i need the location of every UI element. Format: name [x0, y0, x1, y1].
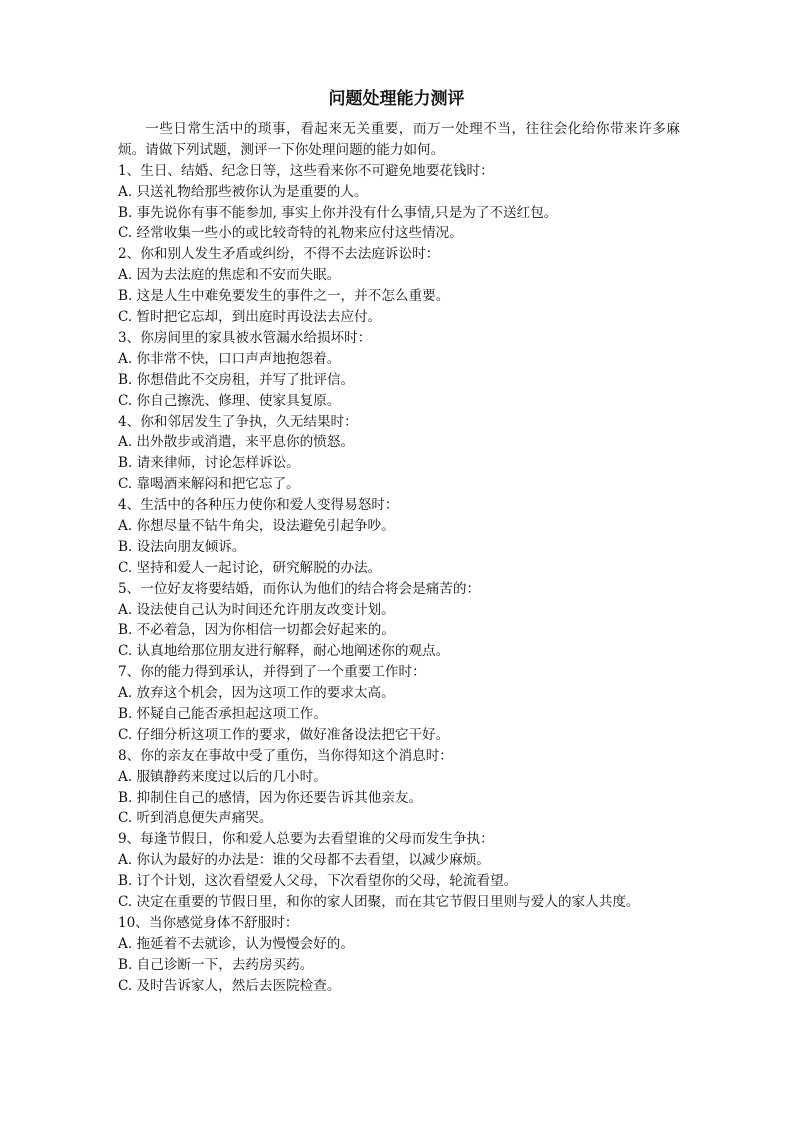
question-3 [118, 328, 680, 412]
option-a: A. 设法使自己认为时间还允许朋友改变计划。 [118, 601, 395, 618]
document-title: 问题处理能力测评 [328, 89, 465, 109]
question-7 [118, 662, 680, 746]
option-b: B. 这是人生中难免要发生的事件之一，并不怎么重要。 [118, 288, 450, 305]
option-b: B. 不必着急，因为你相信一切都会好起来的。 [118, 622, 395, 639]
question-stem: 4、生活中的各种压力使你和爱人变得易怒时： [118, 497, 399, 514]
question-stem: 3、你房间里的家具被水管漏水给损坏时： [118, 329, 372, 346]
option-c: C. 听到消息便失声痛哭。 [118, 810, 273, 827]
option-a: A. 拖延着不去就诊，认为慢慢会好的。 [118, 935, 354, 952]
option-b: B. 抑制住自己的感情，因为你还要告诉其他亲友。 [118, 789, 423, 806]
option-c: C. 决定在重要的节假日里，和你的家人团聚，而在其它节假日里则与爱人的家人共度。 [118, 893, 640, 910]
option-c: C. 认真地给那位朋友进行解释，耐心地阐述你的观点。 [118, 643, 450, 660]
question-10 [118, 913, 680, 997]
option-c: C. 靠喝酒来解闷和把它忘了。 [118, 476, 300, 493]
question-stem: 8、你的亲友在事故中受了重伤，当你得知这个消息时： [118, 747, 453, 764]
option-b: B. 订个计划，这次看望爱人父母，下次看望你的父母，轮流看望。 [118, 873, 518, 890]
question-6 [118, 579, 680, 663]
question-8 [118, 746, 680, 830]
question-stem: 7、你的能力得到承认，并得到了一个重要工作时： [118, 664, 426, 681]
question-stem: 9、每逢节假日，你和爱人总要为去看望谁的父母而发生争执： [118, 831, 494, 848]
option-a: A. 只送礼物给那些被你认为是重要的人。 [118, 183, 368, 200]
option-c: C. 仔细分析这项工作的要求，做好准备设法把它干好。 [118, 726, 450, 743]
question-9 [118, 829, 680, 913]
option-a: A. 你想尽量不钻牛角尖，设法避免引起争吵。 [118, 517, 395, 534]
question-stem: 2、你和别人发生矛盾或纠纷，不得不去法庭诉讼时： [118, 246, 440, 263]
option-a: A. 服镇静药来度过以后的几小时。 [118, 768, 327, 785]
question-stem: 5、一位好友将要结婚，而你认为他们的结合将会是痛苦的： [118, 580, 481, 597]
option-a: A. 你认为最好的办法是：谁的父母都不去看望，以减少麻烦。 [118, 852, 490, 869]
question-2 [118, 244, 680, 328]
question-5 [118, 495, 680, 579]
option-c: C. 经常收集一些小的或比较奇特的礼物来应付这些情况。 [118, 225, 463, 242]
option-a: A. 你非常不快，口口声声地抱怨着。 [118, 350, 341, 367]
option-b: B. 自己诊断一下，去药房买药。 [118, 956, 314, 973]
document-body [118, 119, 680, 996]
option-a: A. 因为去法庭的焦虑和不安而失眠。 [118, 267, 341, 284]
option-c: C. 你自己擦洗、修理、使家具复原。 [118, 392, 341, 409]
option-a: A. 出外散步或消遣，来平息你的愤怒。 [118, 434, 354, 451]
option-b: B. 事先说你有事不能参加, 事实上你并没有什么事情,只是为了不送红包。 [118, 204, 558, 221]
option-c: C. 坚持和爱人一起讨论，研究解脱的办法。 [118, 559, 382, 576]
option-a: A. 放弃这个机会，因为这项工作的要求太高。 [118, 685, 395, 702]
question-4 [118, 412, 680, 496]
option-b: B. 怀疑自己能否承担起这项工作。 [118, 705, 327, 722]
option-c: C. 暂时把它忘却，到出庭时再设法去应付。 [118, 309, 382, 326]
question-stem: 4、你和邻居发生了争执，久无结果时： [118, 413, 358, 430]
question-1 [118, 161, 680, 245]
question-stem: 10、当你感觉身体不舒服时： [118, 914, 299, 931]
option-c: C. 及时告诉家人，然后去医院检查。 [118, 977, 341, 994]
intro-paragraph: 一些日常生活中的琐事，看起来无关重要，而万一处理不当，往往会化给你带来许多麻烦。请做下列试题，测评一下你处理问题的能力如何。 [118, 121, 680, 158]
question-stem: 1、生日、结婚、纪念日等，这些看来你不可避免地要花钱时： [118, 162, 494, 179]
option-b: B. 你想借此不交房租，并写了批评信。 [118, 371, 355, 388]
option-b: B. 请来律师，讨论怎样诉讼。 [118, 455, 300, 472]
option-b: B. 设法向朋友倾诉。 [118, 538, 246, 555]
